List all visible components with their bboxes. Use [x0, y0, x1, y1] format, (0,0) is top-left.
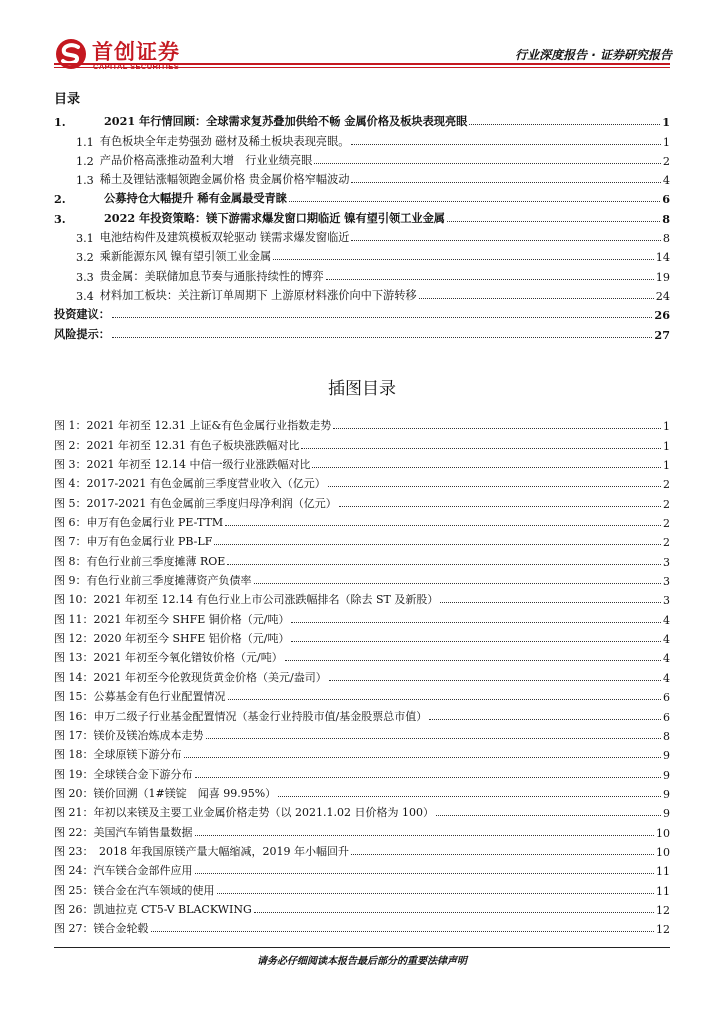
figure-leader-dots	[328, 486, 661, 487]
figure-entry[interactable]	[54, 453, 670, 472]
toc-entry-page: 27	[654, 327, 670, 342]
figure-entry-title: 图 18：全球原镁下游分布	[54, 748, 182, 762]
header-divider-thin	[54, 67, 670, 68]
figure-entry-page: 9	[663, 768, 670, 782]
figure-entry[interactable]	[54, 607, 670, 626]
toc-entry[interactable]	[54, 303, 670, 322]
toc-leader-dots	[326, 279, 654, 280]
figure-leader-dots	[312, 467, 661, 468]
toc-entry[interactable]	[54, 187, 670, 206]
figure-entry-page: 3	[663, 594, 670, 608]
figure-entry-title: 图 17：镁价及镁冶炼成本走势	[54, 728, 204, 742]
toc-entry-page: 24	[655, 289, 670, 303]
brand-name-en: CAPITAL SECURITIES	[93, 62, 180, 71]
figure-entry[interactable]	[54, 801, 670, 820]
figure-entry[interactable]	[54, 491, 670, 510]
figure-entry-title: 图 1：2021 年初至 12.31 上证&有色金属行业指数走势	[54, 419, 332, 433]
figure-entry-page: 9	[663, 749, 670, 763]
report-type: 行业深度报告 · 证券研究报告	[515, 48, 672, 62]
toc-entry-number: 1.1	[76, 135, 94, 149]
figure-leader-dots	[291, 641, 661, 642]
footer-divider	[54, 947, 670, 948]
toc-entry-page: 8	[662, 232, 670, 246]
figure-entry-title: 图 2：2021 年初至 12.31 有色子板块涨跌幅对比	[54, 438, 300, 452]
figure-entry-title: 图 4：2017-2021 有色金属前三季度营业收入（亿元）	[54, 477, 326, 491]
logo-mark-icon	[54, 38, 88, 70]
toc-entry-page: 19	[655, 270, 670, 284]
figure-entry-page: 3	[663, 575, 670, 589]
figure-entry-title: 图 22：美国汽车销售量数据	[54, 825, 193, 839]
figure-leader-dots	[285, 660, 661, 661]
toc-entry-title: 有色板块全年走势强劲 磁材及稀土板块表现亮眼。	[99, 134, 350, 148]
toc-entry-page: 1	[662, 135, 670, 149]
figure-entry-page: 11	[656, 884, 670, 898]
figure-entry-title: 图 14：2021 年初至今伦敦现货黄金价格（美元/盎司）	[54, 670, 327, 684]
figure-entry[interactable]	[54, 665, 670, 684]
figure-entry-title: 图 6：申万有色金属行业 PE-TTM	[54, 516, 224, 530]
toc-entry-title: 材料加工板块：关注新订单周期下 上游原材料涨价向中下游转移	[99, 288, 417, 302]
figure-entry-title: 图 9：有色行业前三季度摊薄资产负债率	[54, 574, 252, 588]
toc-entry[interactable]	[54, 206, 670, 225]
figures-title: 插图目录	[328, 379, 396, 399]
figure-entry-title: 图 26：凯迪拉克 CT5-V BLACKWING	[54, 902, 252, 916]
toc-entry-page: 14	[655, 251, 670, 265]
figure-leader-dots	[351, 854, 654, 855]
figure-entry[interactable]	[54, 433, 670, 452]
toc-entry-title: 风险提示：	[54, 326, 110, 341]
figure-leader-dots	[195, 835, 655, 836]
figure-entry-page: 6	[663, 710, 670, 724]
toc-leader-dots	[112, 337, 652, 338]
figure-entry-title: 图 5：2017-2021 有色金属前三季度归母净利润（亿元）	[54, 496, 337, 510]
toc-leader-dots	[314, 163, 661, 164]
toc-leader-dots	[447, 221, 660, 222]
figure-entry-title: 图 19：全球镁合金下游分布	[54, 767, 193, 781]
toc-entry-title: 乘新能源东风 镍有望引领工业金属	[99, 250, 272, 264]
toc-entry[interactable]	[54, 226, 670, 245]
figure-entry-title: 图 21：年初以来镁及主要工业金属价格走势（以 2021.1.02 日价格为 100）	[54, 806, 434, 820]
toc-entry-title: 稀土及锂钴涨幅领跑金属价格 贵金属价格窄幅波动	[99, 173, 350, 187]
figure-entry[interactable]	[54, 840, 670, 859]
toc-entry[interactable]	[54, 264, 670, 283]
header-divider	[54, 63, 670, 65]
figure-leader-dots	[429, 719, 661, 720]
figure-entry[interactable]	[54, 782, 670, 801]
figure-entry-page: 9	[663, 787, 670, 801]
figure-leader-dots	[195, 873, 655, 874]
figure-entry-title: 图 10：2021 年初至 12.14 有色行业上市公司涨跌幅排名（除去 ST 及新股）	[54, 593, 439, 607]
figure-leader-dots	[301, 448, 661, 449]
figure-entry[interactable]	[54, 917, 670, 936]
toc-entry-title: 2022 年投资策略：镁下游需求爆发窗口期临近 镍有望引领工业金属	[104, 210, 445, 225]
toc-entry[interactable]	[54, 284, 670, 303]
figure-entry-page: 2	[663, 478, 670, 492]
toc-entry-page: 1	[662, 115, 670, 130]
figure-entry[interactable]	[54, 685, 670, 704]
toc-entry-number: 3.	[54, 211, 66, 226]
figure-leader-dots	[227, 564, 661, 565]
toc-leader-dots	[351, 144, 660, 145]
figure-entry[interactable]	[54, 859, 670, 878]
figure-entry-title: 图 3：2021 年初至 12.14 中信一级行业涨跌幅对比	[54, 458, 311, 472]
figure-entry-page: 4	[663, 613, 670, 627]
figure-leader-dots	[225, 525, 661, 526]
figure-leader-dots	[436, 815, 661, 816]
toc-entry-number: 1.2	[76, 154, 94, 168]
toc-entry-number: 3.3	[76, 270, 94, 284]
toc-entry-title: 产品价格高涨推动盈利大增 行业业绩亮眼	[99, 153, 313, 167]
figure-entry-page: 1	[663, 439, 670, 453]
figure-entry-title: 图 15：公募基金有色行业配置情况	[54, 690, 226, 704]
figure-entry[interactable]	[54, 820, 670, 839]
figure-entry-page: 4	[663, 652, 670, 666]
toc-entry-number: 3.2	[76, 251, 94, 265]
toc-leader-dots	[289, 201, 660, 202]
toc-leader-dots	[469, 124, 660, 125]
figure-leader-dots	[214, 544, 661, 545]
footer-disclaimer: 请务必仔细阅读本报告最后部分的重要法律声明	[257, 956, 467, 967]
toc-entry-title: 公募持仓大幅提升 稀有金属最受青睐	[104, 191, 287, 206]
figure-entry-page: 8	[663, 729, 670, 743]
figure-leader-dots	[206, 738, 662, 739]
figure-entry[interactable]	[54, 704, 670, 723]
toc-leader-dots	[351, 182, 660, 183]
toc-entry-page: 8	[662, 211, 670, 226]
figure-entry[interactable]	[54, 569, 670, 588]
figure-entry-page: 1	[663, 459, 670, 473]
figure-entry-title: 图 20：镁价回溯（1#镁锭 闻喜 99.95%）	[54, 786, 277, 800]
figure-entry-page: 11	[656, 865, 670, 879]
figure-leader-dots	[329, 680, 661, 681]
figure-entry-page: 12	[656, 923, 670, 937]
figure-entry[interactable]	[54, 646, 670, 665]
figure-leader-dots	[291, 622, 661, 623]
toc-entry-page: 6	[662, 192, 670, 207]
figure-leader-dots	[228, 699, 662, 700]
toc-entry[interactable]	[54, 129, 670, 148]
figure-entry-page: 2	[663, 536, 670, 550]
toc-entry-number: 1.3	[76, 174, 94, 188]
toc-entry-page: 26	[654, 308, 670, 323]
toc-entry[interactable]	[54, 168, 670, 187]
figure-entry[interactable]	[54, 898, 670, 917]
figure-entry[interactable]	[54, 549, 670, 568]
toc-entry-title: 投资建议：	[54, 307, 110, 322]
table-of-contents	[54, 90, 670, 342]
figure-leader-dots	[217, 893, 655, 894]
figure-entry-title: 图 11：2021 年初至今 SHFE 铜价格（元/吨）	[54, 612, 290, 626]
figure-entry[interactable]	[54, 762, 670, 781]
figure-entry[interactable]	[54, 724, 670, 743]
figure-entry-title: 图 16：申万二级子行业基金配置情况（基金行业持股市值/基金股票总市值）	[54, 709, 428, 723]
figure-entry-title: 图 23： 2018 年我国原镁产量大幅缩减，2019 年小幅回升	[54, 844, 349, 858]
toc-entry-page: 2	[662, 154, 670, 168]
toc-leader-dots	[351, 240, 660, 241]
figure-entry-title: 图 7：申万有色金属行业 PB-LF	[54, 535, 213, 549]
figure-entry-page: 2	[663, 517, 670, 531]
figure-entry-title: 图 27：镁合金轮毂	[54, 922, 149, 936]
toc-entry[interactable]	[54, 322, 670, 341]
figure-entry[interactable]	[54, 414, 670, 433]
figure-leader-dots	[195, 777, 662, 778]
figure-entry-title: 图 24：汽车镁合金部件应用	[54, 864, 193, 878]
figure-entry-page: 9	[663, 807, 670, 821]
toc-leader-dots	[419, 298, 654, 299]
figure-entry-page: 6	[663, 691, 670, 705]
figure-leader-dots	[151, 931, 655, 932]
toc-leader-dots	[273, 259, 654, 260]
figure-entry[interactable]	[54, 472, 670, 491]
figure-entry-title: 图 12：2020 年初至今 SHFE 铝价格（元/吨）	[54, 632, 290, 646]
figure-leader-dots	[339, 506, 661, 507]
page-header	[0, 0, 724, 80]
toc-entry-title: 2021 年行情回顾：全球需求复苏叠加供给不畅 金属价格及板块表现亮眼	[104, 114, 468, 129]
figure-entry-title: 图 25：镁合金在汽车领域的使用	[54, 883, 215, 897]
toc-entry-title: 贵金属：美联储加息节奏与通胀持续性的博弈	[99, 269, 324, 283]
figure-entry[interactable]	[54, 588, 670, 607]
toc-entry[interactable]	[54, 245, 670, 264]
toc-leader-dots	[112, 317, 652, 318]
brand-name-cn: 首创证券	[92, 40, 180, 64]
figure-entry[interactable]	[54, 743, 670, 762]
figure-entry-page: 12	[656, 903, 670, 917]
figure-entry[interactable]	[54, 511, 670, 530]
figure-entry-page: 10	[656, 845, 670, 859]
figure-entry-page: 4	[663, 671, 670, 685]
figure-leader-dots	[254, 583, 662, 584]
figure-entry-page: 10	[656, 826, 670, 840]
figure-leader-dots	[254, 912, 654, 913]
figure-entry-title: 图 8：有色行业前三季度摊薄 ROE	[54, 554, 226, 568]
toc-title: 目录	[54, 92, 81, 107]
figure-entry[interactable]	[54, 530, 670, 549]
figure-leader-dots	[278, 796, 661, 797]
figure-entry-title: 图 13：2021 年初至今氧化镨钕价格（元/吨）	[54, 651, 283, 665]
figure-leader-dots	[333, 428, 661, 429]
toc-entry[interactable]	[54, 149, 670, 168]
toc-entry-number: 3.4	[76, 289, 94, 303]
figure-entry[interactable]	[54, 627, 670, 646]
figure-entry-page: 3	[663, 555, 670, 569]
figure-entry-page: 1	[663, 420, 670, 434]
toc-entry-title: 电池结构件及建筑模板双轮驱动 镁需求爆发窗临近	[99, 231, 350, 245]
toc-entry-number: 2.	[54, 192, 66, 207]
figure-entry[interactable]	[54, 878, 670, 897]
figures-list	[54, 414, 670, 936]
toc-entry-number: 3.1	[76, 232, 94, 246]
toc-entry-page: 4	[662, 174, 670, 188]
toc-entry-number: 1.	[54, 115, 66, 130]
figure-entry-page: 2	[663, 497, 670, 511]
figure-entry-page: 4	[663, 633, 670, 647]
toc-list	[54, 110, 670, 342]
figure-leader-dots	[184, 757, 662, 758]
toc-entry[interactable]	[54, 110, 670, 129]
figure-leader-dots	[440, 602, 661, 603]
